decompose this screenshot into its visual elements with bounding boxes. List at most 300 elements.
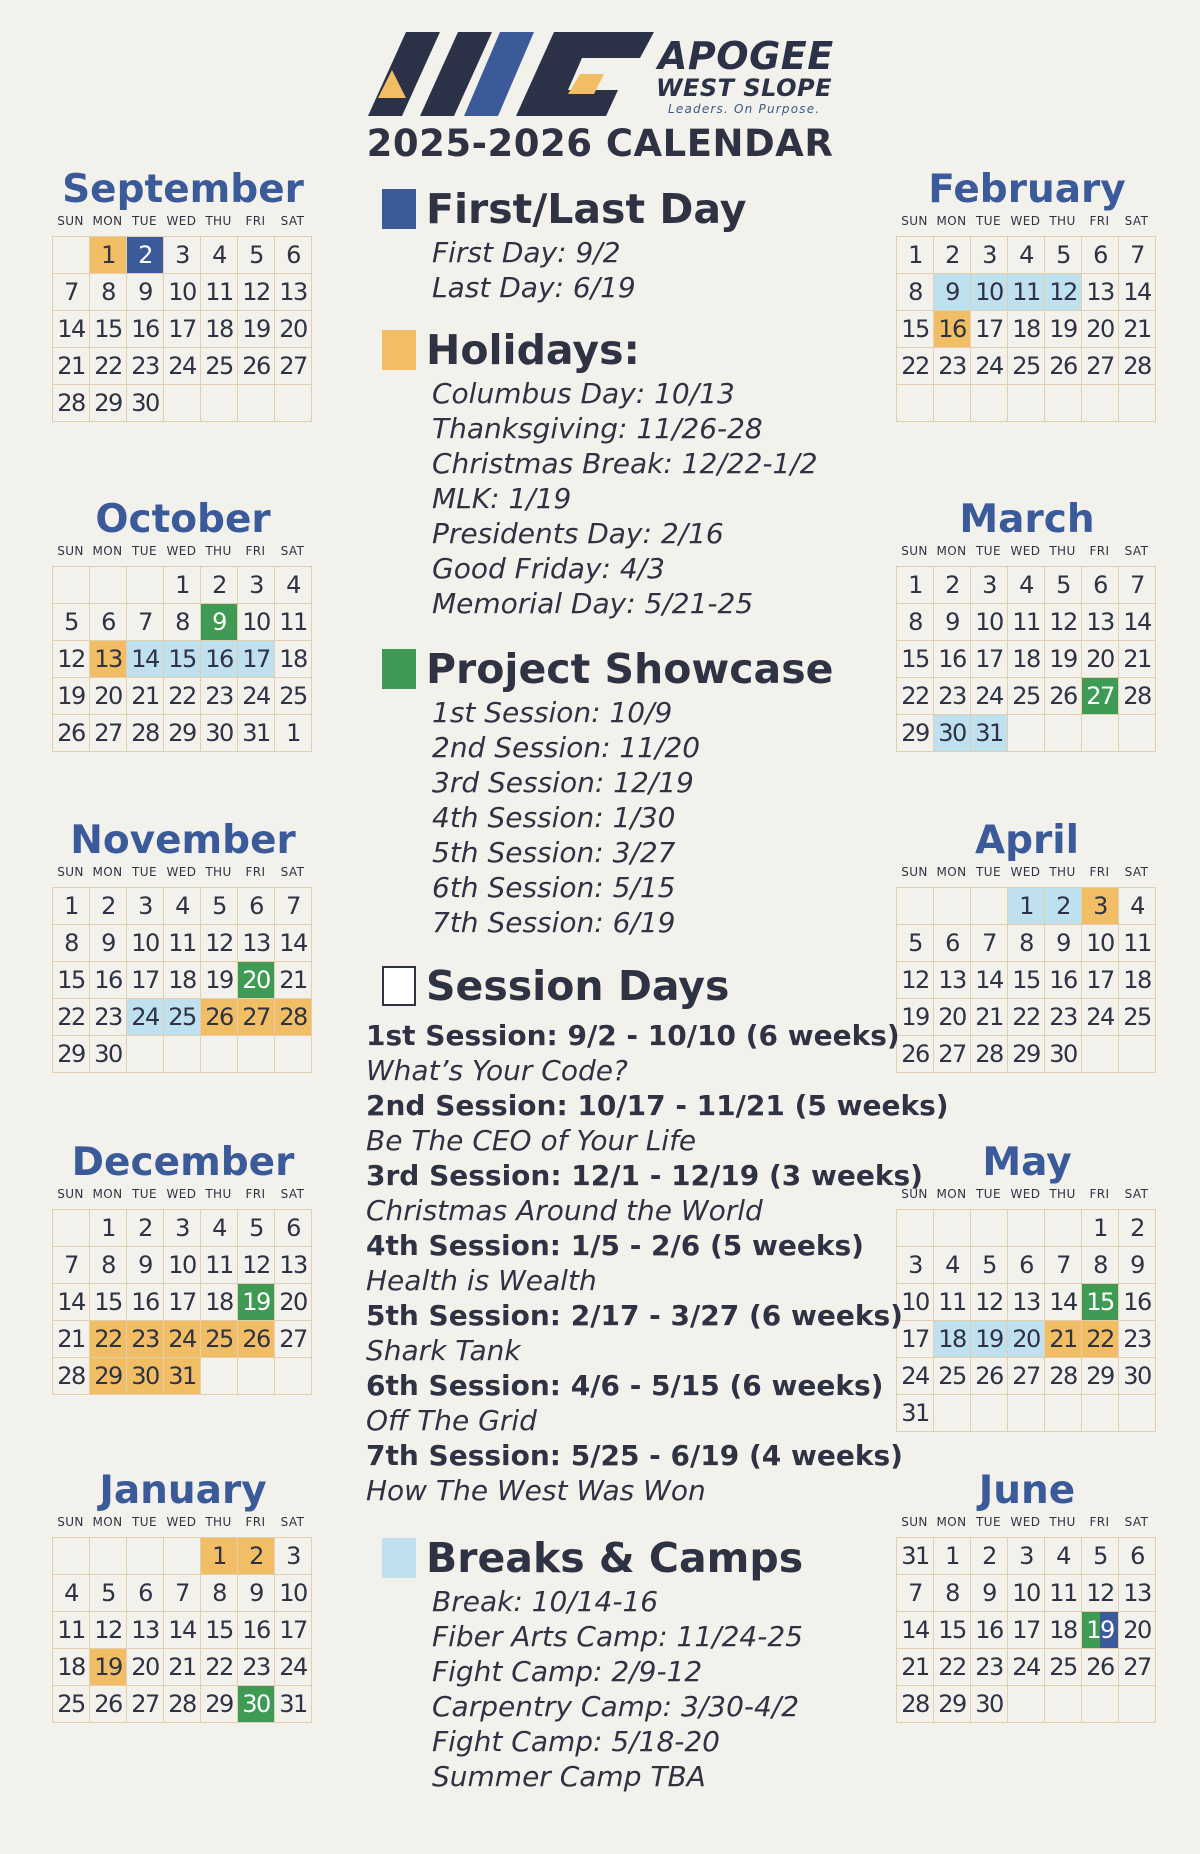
- day-cell: 8: [201, 1575, 238, 1612]
- day-cell: 15: [897, 641, 934, 678]
- weekday-label: SUN: [901, 1187, 928, 1201]
- day-cell: 14: [1045, 1284, 1082, 1321]
- day-cell: 19: [971, 1321, 1008, 1358]
- empty-day-cell: [238, 1358, 275, 1395]
- weekday-header: [52, 214, 314, 232]
- legend-item: Last Day: 6/19: [432, 271, 636, 304]
- day-cell: 18: [934, 1321, 971, 1358]
- day-cell: 2: [127, 1210, 164, 1247]
- day-cell: 30: [1045, 1036, 1082, 1073]
- day-cell: 30: [127, 385, 164, 422]
- day-cell: 5: [238, 237, 275, 274]
- day-cell: 4: [1008, 567, 1045, 604]
- day-cell: 7: [275, 888, 312, 925]
- day-cell: 18: [201, 1284, 238, 1321]
- day-cell: 5: [1045, 567, 1082, 604]
- weekday-label: SAT: [280, 1515, 305, 1529]
- day-cell: 14: [1119, 604, 1156, 641]
- day-cell: 27: [275, 1321, 312, 1358]
- day-cell: 24: [1008, 1649, 1045, 1686]
- day-cell: 27: [275, 348, 312, 385]
- day-cell: 26: [53, 715, 90, 752]
- day-cell: 8: [897, 274, 934, 311]
- day-cell: 20: [275, 1284, 312, 1321]
- day-cell: 6: [275, 237, 312, 274]
- weekday-label: MON: [936, 865, 967, 879]
- day-cell: 9: [1119, 1247, 1156, 1284]
- legend-title: Project Showcase: [426, 645, 834, 693]
- day-cell: 2: [1119, 1210, 1156, 1247]
- weekday-label: MON: [936, 214, 967, 228]
- weekday-header: [52, 544, 314, 562]
- empty-day-cell: [1008, 715, 1045, 752]
- day-cell: 14: [275, 925, 312, 962]
- weekday-label: MON: [92, 1187, 123, 1201]
- day-cell: 10: [164, 1247, 201, 1284]
- weekday-label: SAT: [1124, 544, 1149, 558]
- day-cell: 26: [1045, 348, 1082, 385]
- month-october: [52, 494, 314, 752]
- break-swatch: [382, 1538, 416, 1578]
- day-cell: 26: [238, 348, 275, 385]
- day-cell: 24: [897, 1358, 934, 1395]
- day-cell: 14: [164, 1612, 201, 1649]
- month-june: [896, 1465, 1158, 1723]
- weekday-label: SAT: [280, 544, 305, 558]
- weekday-label: TUE: [976, 1187, 1001, 1201]
- day-cell: 24: [164, 1321, 201, 1358]
- weekday-label: WED: [166, 544, 197, 558]
- day-cell: 30: [971, 1686, 1008, 1723]
- day-cell: 24: [238, 678, 275, 715]
- month-title: November: [70, 818, 296, 863]
- day-cell: 5: [90, 1575, 127, 1612]
- empty-day-cell: [90, 567, 127, 604]
- legend-item: 3rd Session: 12/19: [432, 766, 694, 799]
- empty-day-cell: [1082, 1395, 1119, 1432]
- day-cell: 17: [897, 1321, 934, 1358]
- day-cell: 9: [934, 274, 971, 311]
- day-cell: 19: [238, 1284, 275, 1321]
- session-dates: 3rd Session: 12/1 - 12/19 (3 weeks): [366, 1159, 923, 1192]
- day-cell: 27: [90, 715, 127, 752]
- weekday-label: WED: [166, 214, 197, 228]
- empty-day-cell: [275, 385, 312, 422]
- day-cell: 3: [971, 567, 1008, 604]
- day-cell: 21: [275, 962, 312, 999]
- month-title: September: [62, 167, 304, 212]
- weekday-label: TUE: [976, 544, 1001, 558]
- day-cell: 18: [1008, 311, 1045, 348]
- day-cell: 29: [934, 1686, 971, 1723]
- weekday-label: THU: [1049, 214, 1076, 228]
- legend-item: Good Friday: 4/3: [432, 552, 665, 585]
- empty-day-cell: [238, 385, 275, 422]
- day-cell: 1: [53, 888, 90, 925]
- day-cell: 2: [1045, 888, 1082, 925]
- session-theme: Off The Grid: [366, 1404, 537, 1437]
- day-cell: 6: [1008, 1247, 1045, 1284]
- month-january: [52, 1465, 314, 1723]
- legend-first-last: [383, 183, 853, 305]
- day-cell: 23: [238, 1649, 275, 1686]
- day-cell: 13: [1119, 1575, 1156, 1612]
- month-title: April: [974, 818, 1080, 863]
- weekday-label: FRI: [245, 865, 266, 879]
- day-cell: 17: [275, 1612, 312, 1649]
- day-cell: 5: [1082, 1538, 1119, 1575]
- month-march: [896, 494, 1158, 752]
- weekday-label: FRI: [1089, 1187, 1110, 1201]
- weekday-label: SAT: [1124, 865, 1149, 879]
- empty-day-cell: [1008, 1395, 1045, 1432]
- day-cell: 17: [164, 311, 201, 348]
- brand-name: APOGEE: [658, 34, 834, 78]
- weekday-label: SAT: [1124, 1187, 1149, 1201]
- weekday-label: SAT: [1124, 214, 1149, 228]
- day-cell: 27: [1119, 1649, 1156, 1686]
- day-cell: 11: [275, 604, 312, 641]
- day-cell: 9: [238, 1575, 275, 1612]
- empty-day-cell: [201, 1036, 238, 1073]
- day-cell: 12: [238, 1247, 275, 1284]
- day-cell: 8: [90, 1247, 127, 1284]
- legend-item: 2nd Session: 11/20: [432, 731, 701, 764]
- day-cell: 15: [201, 1612, 238, 1649]
- empty-day-cell: [201, 385, 238, 422]
- legend-item: Fight Camp: 2/9-12: [432, 1655, 703, 1688]
- day-cell: 11: [1045, 1575, 1082, 1612]
- day-cell: 20: [127, 1649, 164, 1686]
- day-cell: 7: [971, 925, 1008, 962]
- day-cell: 11: [201, 274, 238, 311]
- day-cell: 23: [201, 678, 238, 715]
- day-cell: 28: [164, 1686, 201, 1723]
- session-theme: Be The CEO of Your Life: [366, 1124, 697, 1157]
- day-cell: 12: [1045, 274, 1082, 311]
- empty-day-cell: [971, 385, 1008, 422]
- weekday-label: THU: [205, 214, 232, 228]
- calendar-title: 2025-2026 CALENDAR: [366, 122, 834, 165]
- day-cell: 22: [201, 1649, 238, 1686]
- legend-item: 6th Session: 5/15: [432, 871, 676, 904]
- day-cell: 20: [275, 311, 312, 348]
- day-cell: 11: [1008, 274, 1045, 311]
- day-cell: 12: [238, 274, 275, 311]
- day-cell: 11: [934, 1284, 971, 1321]
- day-cell: 3: [127, 888, 164, 925]
- day-cell: 3: [1008, 1538, 1045, 1575]
- weekday-label: SUN: [57, 214, 84, 228]
- legend-item: Thanksgiving: 11/26-28: [432, 412, 763, 445]
- day-cell: 14: [1119, 274, 1156, 311]
- day-cell: 21: [53, 348, 90, 385]
- day-cell: 23: [934, 678, 971, 715]
- month-title: March: [959, 497, 1095, 542]
- session-theme: How The West Was Won: [366, 1474, 706, 1507]
- day-cell: 18: [201, 311, 238, 348]
- empty-day-cell: [164, 1538, 201, 1575]
- day-cell: 13: [127, 1612, 164, 1649]
- day-cell: 8: [1008, 925, 1045, 962]
- day-cell: 16: [1119, 1284, 1156, 1321]
- day-cell: 12: [53, 641, 90, 678]
- day-cell: 18: [1008, 641, 1045, 678]
- day-cell: 23: [971, 1649, 1008, 1686]
- day-cell: 22: [934, 1649, 971, 1686]
- weekday-label: FRI: [1089, 1515, 1110, 1529]
- day-cell: 23: [934, 348, 971, 385]
- legend-item: Summer Camp TBA: [432, 1760, 706, 1793]
- day-cell: 31: [897, 1395, 934, 1432]
- day-cell: 21: [164, 1649, 201, 1686]
- weekday-label: SUN: [57, 1187, 84, 1201]
- day-cell: 22: [164, 678, 201, 715]
- session-theme: Health is Wealth: [366, 1264, 597, 1297]
- day-cell: 30: [127, 1358, 164, 1395]
- day-cell: 12: [201, 925, 238, 962]
- day-cell: 20: [934, 999, 971, 1036]
- day-cell: 26: [90, 1686, 127, 1723]
- weekday-label: SAT: [280, 214, 305, 228]
- day-cell: 14: [897, 1612, 934, 1649]
- weekday-label: WED: [1010, 1187, 1041, 1201]
- day-cell: 21: [53, 1321, 90, 1358]
- empty-day-cell: [1082, 385, 1119, 422]
- day-cell: 19: [1045, 641, 1082, 678]
- weekday-label: TUE: [132, 544, 157, 558]
- month-february: [896, 164, 1158, 422]
- day-cell: 2: [127, 237, 164, 274]
- day-cell: 17: [127, 962, 164, 999]
- day-cell: 29: [53, 1036, 90, 1073]
- session-dates: 7th Session: 5/25 - 6/19 (4 weeks): [366, 1439, 903, 1472]
- day-cell: 16: [971, 1612, 1008, 1649]
- day-cell: 16: [127, 311, 164, 348]
- weekday-header: [52, 865, 314, 883]
- day-cell: 24: [971, 678, 1008, 715]
- day-cell: 17: [971, 641, 1008, 678]
- empty-day-cell: [934, 1395, 971, 1432]
- day-cell: 5: [971, 1247, 1008, 1284]
- day-cell: 23: [127, 348, 164, 385]
- day-cell: 2: [934, 567, 971, 604]
- day-cell: 25: [1008, 348, 1045, 385]
- day-cell: 6: [934, 925, 971, 962]
- day-cell: 9: [201, 604, 238, 641]
- day-cell: 16: [90, 962, 127, 999]
- weekday-label: THU: [205, 1187, 232, 1201]
- empty-day-cell: [897, 1210, 934, 1247]
- day-cell: 13: [1082, 274, 1119, 311]
- brand-subname: WEST SLOPE: [656, 74, 832, 102]
- legend-item: Columbus Day: 10/13: [432, 377, 735, 410]
- weekday-label: THU: [1049, 865, 1076, 879]
- day-cell: 10: [1008, 1575, 1045, 1612]
- day-cell: 4: [1119, 888, 1156, 925]
- day-cell: 3: [164, 237, 201, 274]
- day-cell: 6: [127, 1575, 164, 1612]
- day-cell: 13: [934, 962, 971, 999]
- weekday-header: [896, 865, 1158, 883]
- empty-day-cell: [1045, 715, 1082, 752]
- day-cell: 8: [897, 604, 934, 641]
- legend-item: Break: 10/14-16: [432, 1585, 659, 1618]
- weekday-label: WED: [1010, 214, 1041, 228]
- day-cell: 10: [127, 925, 164, 962]
- day-cell: 15: [897, 311, 934, 348]
- day-cell: 27: [127, 1686, 164, 1723]
- day-cell: 12: [1082, 1575, 1119, 1612]
- day-cell: 25: [201, 348, 238, 385]
- empty-day-cell: [971, 1395, 1008, 1432]
- day-cell: 31: [164, 1358, 201, 1395]
- day-cell: 29: [1008, 1036, 1045, 1073]
- day-cell: 20: [1082, 641, 1119, 678]
- day-cell: 12: [90, 1612, 127, 1649]
- day-cell: 1: [897, 567, 934, 604]
- day-cell: 1: [934, 1538, 971, 1575]
- empty-day-cell: [1119, 1395, 1156, 1432]
- weekday-label: TUE: [132, 865, 157, 879]
- month-grid: [896, 1209, 1156, 1432]
- weekday-label: MON: [92, 544, 123, 558]
- day-cell: 29: [90, 385, 127, 422]
- day-cell: 6: [275, 1210, 312, 1247]
- apogee-logo: [368, 28, 848, 120]
- day-cell: 9: [127, 1247, 164, 1284]
- empty-day-cell: [934, 1210, 971, 1247]
- day-cell: 23: [1119, 1321, 1156, 1358]
- day-cell: 28: [971, 1036, 1008, 1073]
- day-cell: 10: [971, 604, 1008, 641]
- day-cell: 3: [897, 1247, 934, 1284]
- day-cell: 11: [1008, 604, 1045, 641]
- day-cell: 10: [897, 1284, 934, 1321]
- month-grid: [52, 236, 312, 422]
- day-cell: 8: [90, 274, 127, 311]
- day-cell: 30: [934, 715, 971, 752]
- weekday-label: THU: [1049, 1515, 1076, 1529]
- day-cell: 16: [934, 641, 971, 678]
- day-cell: 4: [201, 1210, 238, 1247]
- month-title: December: [71, 1140, 295, 1185]
- day-cell: 29: [164, 715, 201, 752]
- day-cell: 16: [1045, 962, 1082, 999]
- weekday-label: MON: [936, 544, 967, 558]
- day-cell: 17: [1082, 962, 1119, 999]
- day-cell: 3: [971, 237, 1008, 274]
- day-cell: 13: [1008, 1284, 1045, 1321]
- day-cell: 19: [90, 1649, 127, 1686]
- day-cell: 14: [127, 641, 164, 678]
- legend-item: Fight Camp: 5/18-20: [432, 1725, 720, 1758]
- day-cell: 21: [1119, 311, 1156, 348]
- day-cell: 23: [127, 1321, 164, 1358]
- day-cell: 17: [971, 311, 1008, 348]
- day-cell: 18: [1045, 1612, 1082, 1649]
- weekday-label: THU: [1049, 1187, 1076, 1201]
- day-cell: 15: [90, 1284, 127, 1321]
- empty-day-cell: [1008, 1210, 1045, 1247]
- day-cell: 11: [53, 1612, 90, 1649]
- day-cell: 13: [238, 925, 275, 962]
- day-cell: 1: [90, 237, 127, 274]
- session-dates: 5th Session: 2/17 - 3/27 (6 weeks): [366, 1299, 903, 1332]
- weekday-label: SUN: [901, 865, 928, 879]
- legend-breaks-camps: [383, 1532, 853, 1794]
- month-grid: [52, 1209, 312, 1395]
- empty-day-cell: [1045, 1395, 1082, 1432]
- day-cell: 28: [275, 999, 312, 1036]
- empty-day-cell: [127, 1036, 164, 1073]
- day-cell: 9: [1045, 925, 1082, 962]
- day-cell: 1: [897, 237, 934, 274]
- empty-day-cell: [897, 385, 934, 422]
- day-cell: 6: [1119, 1538, 1156, 1575]
- day-cell: 9: [90, 925, 127, 962]
- weekday-label: FRI: [245, 214, 266, 228]
- day-cell: 21: [897, 1649, 934, 1686]
- day-cell: 30: [201, 715, 238, 752]
- weekday-label: TUE: [132, 1515, 157, 1529]
- empty-day-cell: [1119, 715, 1156, 752]
- weekday-label: WED: [166, 1187, 197, 1201]
- day-cell: 1: [1082, 1210, 1119, 1247]
- weekday-label: SUN: [901, 544, 928, 558]
- day-cell: 16: [201, 641, 238, 678]
- weekday-label: MON: [92, 214, 123, 228]
- day-cell: 8: [1082, 1247, 1119, 1284]
- day-cell: 15: [934, 1612, 971, 1649]
- day-cell: 22: [1008, 999, 1045, 1036]
- empty-day-cell: [127, 1538, 164, 1575]
- day-cell: 28: [53, 385, 90, 422]
- day-cell: 12: [897, 962, 934, 999]
- weekday-label: WED: [1010, 544, 1041, 558]
- day-cell: 12: [971, 1284, 1008, 1321]
- day-cell: 4: [164, 888, 201, 925]
- day-cell: 3: [164, 1210, 201, 1247]
- day-cell: 27: [934, 1036, 971, 1073]
- weekday-label: FRI: [245, 1187, 266, 1201]
- session-days-swatch: [382, 966, 416, 1006]
- day-cell: 25: [1119, 999, 1156, 1036]
- legend-session-days: [383, 960, 853, 1012]
- weekday-header: [896, 544, 1158, 562]
- day-cell: 13: [1082, 604, 1119, 641]
- day-cell: 28: [1119, 678, 1156, 715]
- day-cell: 26: [897, 1036, 934, 1073]
- legend-item: Memorial Day: 5/21-25: [432, 587, 754, 620]
- day-cell: 30: [1119, 1358, 1156, 1395]
- empty-day-cell: [201, 1358, 238, 1395]
- day-cell: 17: [164, 1284, 201, 1321]
- month-title: May: [982, 1140, 1072, 1185]
- day-cell: 27: [1082, 348, 1119, 385]
- day-cell: 3: [238, 567, 275, 604]
- first-last-swatch: [382, 189, 416, 229]
- legend-item: 7th Session: 6/19: [432, 906, 676, 939]
- day-cell: 5: [201, 888, 238, 925]
- day-cell: 14: [53, 1284, 90, 1321]
- day-cell: 28: [1119, 348, 1156, 385]
- empty-day-cell: [275, 1358, 312, 1395]
- empty-day-cell: [897, 888, 934, 925]
- weekday-label: FRI: [1089, 214, 1110, 228]
- day-cell: 1: [275, 715, 312, 752]
- month-grid: [896, 236, 1156, 422]
